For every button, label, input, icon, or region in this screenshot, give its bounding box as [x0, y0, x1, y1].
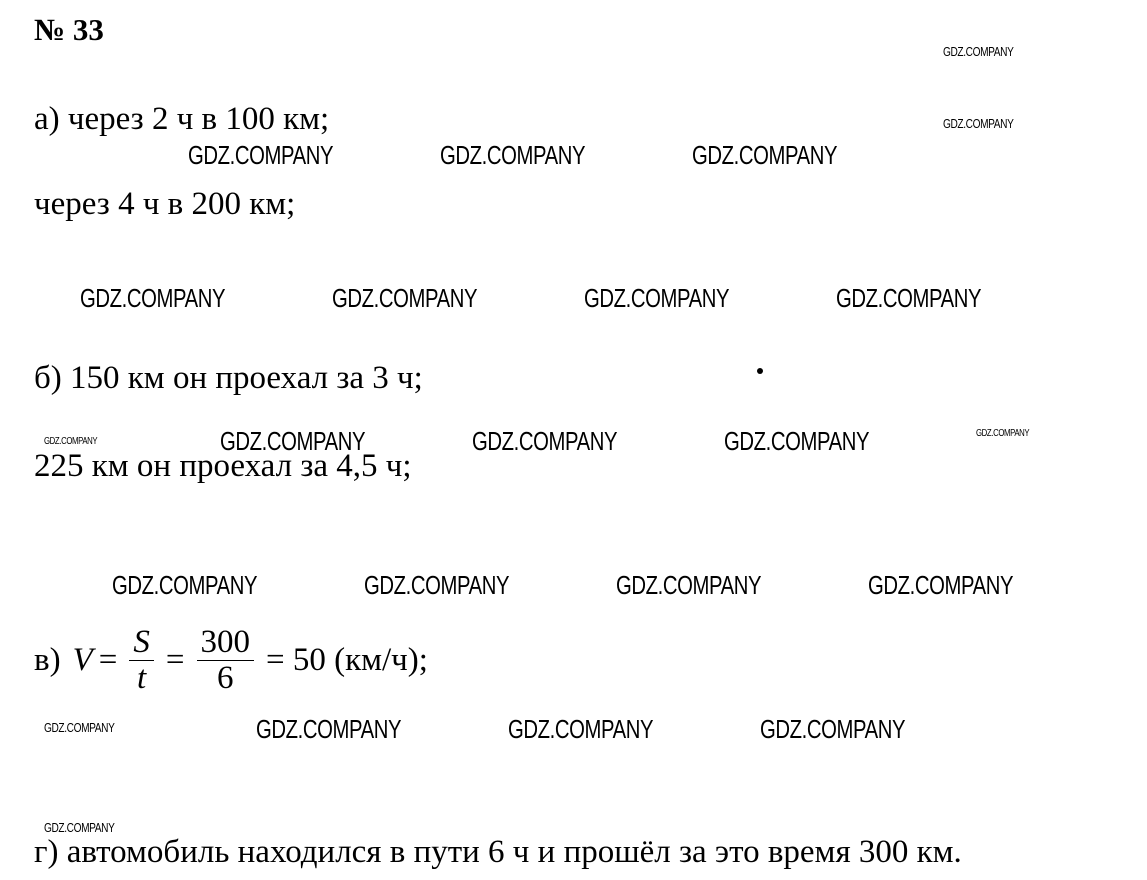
watermark: GDZ.COMPANY: [188, 140, 334, 170]
watermark: GDZ.COMPANY: [332, 283, 478, 313]
watermark: GDZ.COMPANY: [584, 283, 730, 313]
formula-result: = 50 (км/ч);: [266, 641, 428, 678]
fraction-s-over-t: [129, 625, 154, 695]
watermark: GDZ.COMPANY: [692, 140, 838, 170]
watermark: GDZ.COMPANY: [364, 570, 510, 600]
fraction-denominator-t: t: [137, 659, 147, 696]
fraction-300-over-6: [197, 625, 255, 695]
watermark: GDZ.COMPANY: [256, 714, 402, 744]
watermark: GDZ.COMPANY: [760, 714, 906, 744]
answer-v-formula: [34, 618, 428, 702]
watermark: GDZ.COMPANY: [616, 570, 762, 600]
watermark: GDZ.COMPANY: [80, 283, 226, 313]
watermark: GDZ.COMPANY: [44, 820, 115, 835]
fraction-denominator-6: 6: [217, 659, 234, 696]
stray-dot: [757, 368, 763, 374]
fraction-numerator-300: 300: [200, 623, 250, 660]
answer-b-line-2: 225 км он проехал за 4,5 ч;: [34, 448, 412, 484]
watermark: GDZ.COMPANY: [472, 426, 618, 456]
watermark: GDZ.COMPANY: [440, 140, 586, 170]
watermark: GDZ.COMPANY: [943, 116, 1014, 131]
answer-a-line-2: через 4 ч в 200 км;: [34, 186, 296, 222]
watermark: GDZ.COMPANY: [836, 283, 982, 313]
watermark: GDZ.COMPANY: [44, 720, 115, 735]
watermark: GDZ.COMPANY: [976, 428, 1030, 439]
watermark: GDZ.COMPANY: [868, 570, 1014, 600]
watermark: GDZ.COMPANY: [943, 44, 1014, 59]
formula-prefix: в): [34, 641, 61, 678]
answer-a-line-1: а) через 2 ч в 100 км;: [34, 101, 330, 137]
watermark: GDZ.COMPANY: [508, 714, 654, 744]
watermark: GDZ.COMPANY: [724, 426, 870, 456]
problem-number: № 33: [34, 12, 104, 47]
answer-b-line-1: б) 150 км он проехал за 3 ч;: [34, 360, 423, 396]
watermark: GDZ.COMPANY: [44, 436, 98, 447]
watermark: GDZ.COMPANY: [112, 570, 258, 600]
formula-equals-1: =: [98, 641, 118, 678]
watermark: GDZ.COMPANY: [220, 426, 366, 456]
fraction-numerator-s: S: [133, 623, 150, 660]
answer-g-line: г) автомобиль находился в пути 6 ч и прошёл за это время 300 км.: [34, 834, 962, 870]
formula-var-v: V: [72, 641, 93, 678]
formula-equals-2: =: [165, 641, 185, 678]
